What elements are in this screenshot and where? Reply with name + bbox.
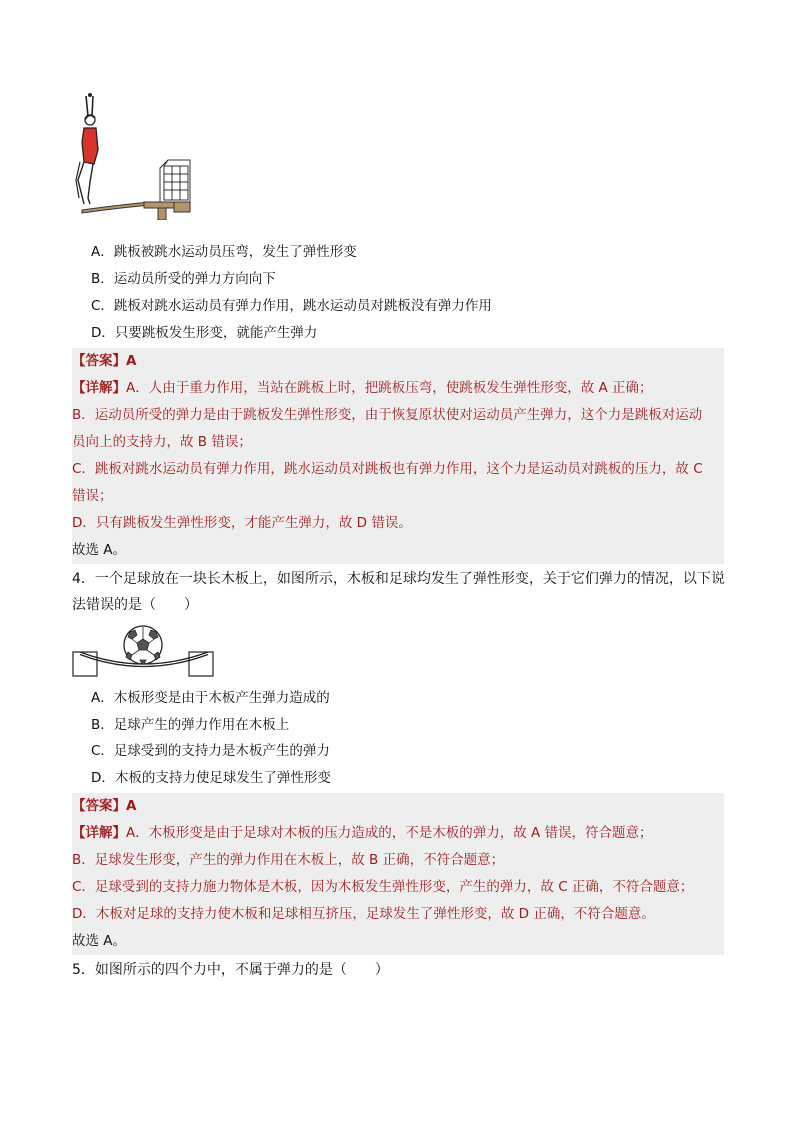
q3-explain-text-4: 错误；: [72, 488, 113, 504]
q4-explain-text-2: C．足球受到的支持力施力物体是木板，因为木板发生弹性形变，产生的弹力，故 C 正确，不符合题意；: [72, 879, 694, 895]
q3-answer-label: 【答案】: [72, 353, 126, 369]
q4-answer-block: [72, 793, 724, 955]
q4-answer-line: [72, 793, 724, 820]
q3-explain-text-1: B．运动员所受的弹力是由于跳板发生弹性形变，由于恢复原状使对运动员产生弹力，这个力是跳板对运动: [72, 407, 703, 423]
q3-option-b: B．运动员所受的弹力方向向下: [91, 271, 276, 287]
q4-option-b: B．足球产生的弹力作用在木板上: [91, 717, 290, 733]
q4-conclusion: 故选 A。: [72, 933, 127, 949]
q3-answer-block: [72, 348, 724, 564]
q4-stem-line-1: 4．一个足球放在一块长木板上，如图所示，木板和足球均发生了弹性形变，关于它们弹力的情况，以下说: [72, 571, 725, 587]
q3-option-c: C．跳板对跳水运动员有弹力作用，跳水运动员对跳板没有弹力作用: [91, 298, 492, 314]
football-on-bent-plank-figure: [72, 620, 218, 680]
q4-option-d: D．木板的支持力使足球发生了弹性形变: [91, 770, 331, 786]
q4-explain-line: [72, 820, 724, 847]
q3-option-a: A．跳板被跳水运动员压弯，发生了弹性形变: [91, 244, 357, 260]
q4-option-c: C．足球受到的支持力是木板产生的弹力: [91, 743, 330, 759]
q4-explain-text-0: A．木板形变是由于足球对木板的压力造成的，不是木板的弹力，故 A 错误，符合题意；: [126, 825, 653, 841]
q3-explain-line: [72, 375, 724, 402]
q3-explain-text-2: 员向上的支持力，故 B 错误；: [72, 434, 252, 450]
q4-explain-text-3: D．木板对足球的支持力使木板和足球相互挤压，足球发生了弹性形变，故 D 正确，不符合题意。: [72, 906, 655, 922]
q4-explain-label: 【详解】: [72, 825, 126, 841]
diver-on-springboard-figure: [68, 92, 198, 220]
q3-answer-value: A: [126, 353, 137, 369]
q3-conclusion: 故选 A。: [72, 542, 127, 558]
q4-answer-value: A: [126, 798, 137, 814]
q4-explain-text-1: B．足球发生形变，产生的弹力作用在木板上，故 B 正确，不符合题意；: [72, 852, 505, 868]
q4-answer-label: 【答案】: [72, 798, 126, 814]
q5-stem: 5．如图所示的四个力中，不属于弹力的是（ ）: [72, 962, 389, 978]
q3-option-d: D．只要跳板发生形变，就能产生弹力: [91, 325, 318, 341]
q3-explain-text-3: C．跳板对跳水运动员有弹力作用，跳水运动员对跳板也有弹力作用，这个力是运动员对跳板的压力，故 C: [72, 461, 703, 477]
q3-answer-line: [72, 348, 724, 375]
q4-stem-line-2: 法错误的是（ ）: [72, 597, 198, 613]
q3-explain-label: 【详解】: [72, 380, 126, 396]
q4-option-a: A．木板形变是由于木板产生弹力造成的: [91, 690, 330, 706]
q3-explain-text-0: A．人由于重力作用，当站在跳板上时，把跳板压弯，使跳板发生弹性形变，故 A 正确；: [126, 380, 653, 396]
q3-explain-text-5: D．只有跳板发生弹性形变，才能产生弹力，故 D 错误。: [72, 515, 412, 531]
